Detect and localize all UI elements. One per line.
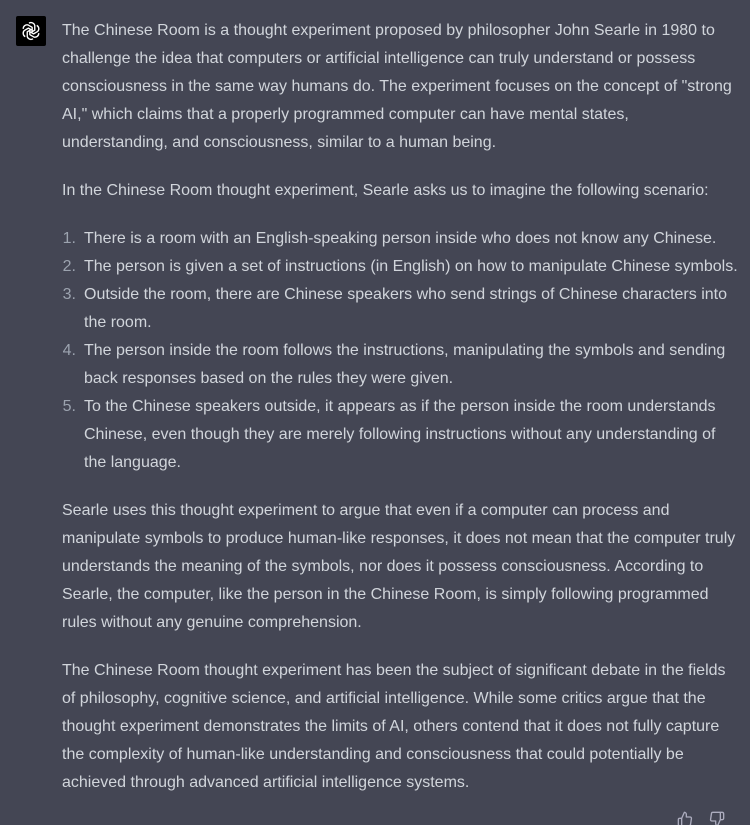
thumbs-down-button[interactable] bbox=[708, 810, 726, 825]
feedback-bar bbox=[676, 810, 726, 825]
list-item-text: Outside the room, there are Chinese speakers who send strings of Chinese characters into the room. bbox=[84, 286, 727, 331]
scenario-list bbox=[62, 225, 738, 477]
list-number: 3 . bbox=[54, 281, 76, 309]
paragraph: In the Chinese Room thought experiment, Searle asks us to imagine the following scenario: bbox=[62, 182, 709, 199]
thumbs-down-icon bbox=[709, 811, 725, 825]
list-item bbox=[62, 393, 738, 477]
paragraph: The Chinese Room thought experiment has been the subject of significant debate in the fields of philosophy, cognitive science, and artificial intelligence. While some critics argue that the thought experiment demonstrates the limits of AI, others contend that it does not fully capture the complexity of human-like understanding and consciousness that could potentially be achieved through advanced artificial intelligence systems. bbox=[62, 662, 726, 791]
paragraph: Searle uses this thought experiment to argue that even if a computer can process and manipulate symbols to produce human-like responses, it does not mean that the computer truly understands the meaning of the symbols, nor does it possess consciousness. According to Searle, the computer, like the person in the Chinese Room, is simply following programmed rules without any genuine comprehension. bbox=[62, 502, 736, 631]
list-number: 1 . bbox=[54, 225, 76, 253]
list-item bbox=[62, 281, 738, 337]
list-item-text: There is a room with an English-speaking person inside who does not know any Chinese. bbox=[84, 230, 717, 247]
list-item-text: The person inside the room follows the instructions, manipulating the symbols and sending back responses based on the rules they were given. bbox=[84, 342, 726, 387]
paragraph: The Chinese Room is a thought experiment proposed by philosopher John Searle in 1980 to challenge the idea that computers or artificial intelligence can truly understand or possess consciousness in the same way humans do. The experiment focuses on the concept of "strong AI," which claims that a properly programmed computer can have mental states, understanding, and consciousness, similar to a human being. bbox=[62, 22, 732, 151]
openai-logo-icon bbox=[20, 20, 42, 42]
list-item bbox=[62, 337, 738, 393]
assistant-message bbox=[62, 17, 738, 817]
list-number: 4 . bbox=[54, 337, 76, 365]
assistant-avatar bbox=[16, 16, 46, 46]
list-number: 2 . bbox=[54, 253, 76, 281]
list-item-text: To the Chinese speakers outside, it appears as if the person inside the room understands Chinese, even though they are merely following instructions without any understanding of the language. bbox=[84, 398, 716, 471]
list-item-text: The person is given a set of instructions (in English) on how to manipulate Chinese symbols. bbox=[84, 258, 738, 275]
list-item bbox=[62, 253, 738, 281]
list-number: 5 . bbox=[54, 393, 76, 421]
thumbs-up-button[interactable] bbox=[676, 810, 694, 825]
list-item bbox=[62, 225, 738, 253]
thumbs-up-icon bbox=[677, 811, 693, 825]
